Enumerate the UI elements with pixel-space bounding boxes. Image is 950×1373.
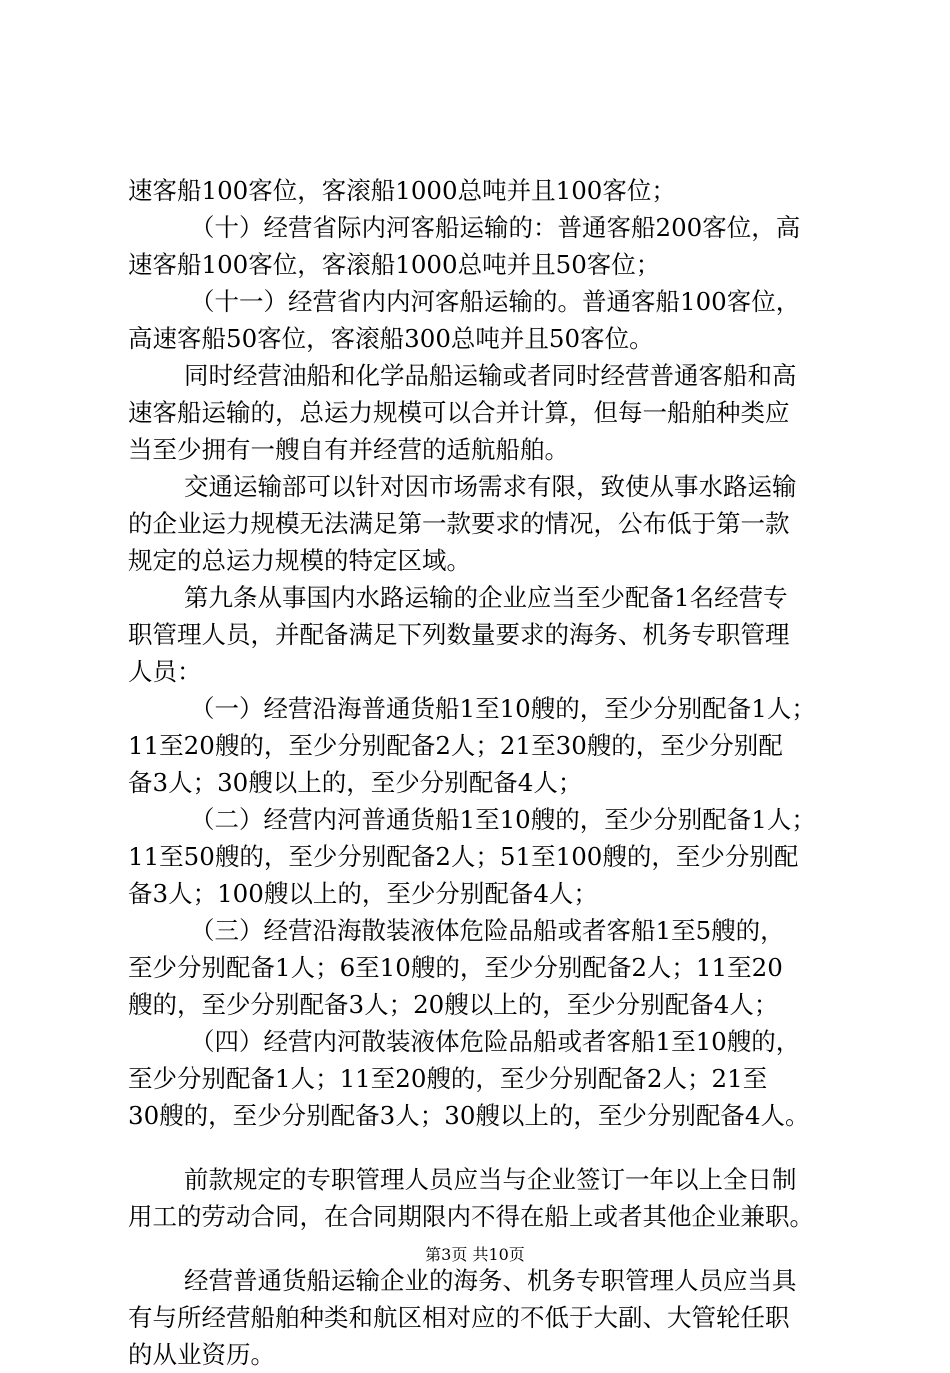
- text-line: 备3人；100艘以上的，至少分别配备4人；: [128, 879, 598, 908]
- text-line: 用工的劳动合同，在合同期限内不得在船上或者其他企业兼职。: [128, 1202, 814, 1231]
- text-line: 的企业运力规模无法满足第一款要求的情况，公布低于第一款: [128, 509, 790, 538]
- text-line: 的从业资历。: [128, 1340, 275, 1369]
- text-line: 至少分别配备1人；11至20艘的，至少分别配备2人；21至: [128, 1064, 768, 1093]
- text-line: 艘的，至少分别配备3人；20艘以上的，至少分别配备4人；: [128, 990, 779, 1019]
- text-line: 规定的总运力规模的特定区域。: [128, 546, 471, 575]
- text-line: 经营普通货船运输企业的海务、机务专职管理人员应当具: [184, 1266, 797, 1295]
- text-line: （二）经营内河普通货船1至10艘的，至少分别配备1人；: [190, 805, 816, 834]
- text-line: 备3人；30艘以上的，至少分别配备4人；: [128, 768, 583, 797]
- text-line: 交通运输部可以针对因市场需求有限，致使从事水路运输: [184, 472, 797, 501]
- text-line: （三）经营沿海散装液体危险品船或者客船1至5艘的，: [190, 916, 785, 945]
- text-line: 同时经营油船和化学品船运输或者同时经营普通客船和高: [184, 361, 797, 390]
- text-line: （四）经营内河散装液体危险品船或者客船1至10艘的，: [190, 1027, 801, 1056]
- text-line: 速客船运输的，总运力规模可以合并计算，但每一船舶种类应: [128, 398, 790, 427]
- text-line: 职管理人员，并配备满足下列数量要求的海务、机务专职管理: [128, 620, 790, 649]
- text-line: 速客船100客位，客滚船1000总吨并且50客位；: [128, 250, 661, 279]
- text-line: 前款规定的专职管理人员应当与企业签订一年以上全日制: [184, 1165, 797, 1194]
- text-line: 11至20艘的，至少分别配备2人；21至30艘的，至少分别配: [128, 731, 783, 760]
- page-footer: 第3页 共10页: [425, 1245, 525, 1264]
- text-line: （十一）经营省内内河客船运输的。普通客船100客位，: [190, 287, 801, 316]
- text-line: （一）经营沿海普通货船1至10艘的，至少分别配备1人；: [190, 694, 816, 723]
- text-line: 有与所经营船舶种类和航区相对应的不低于大副、大管轮任职: [128, 1303, 790, 1332]
- text-line: 第九条从事国内水路运输的企业应当至少配备1名经营专: [184, 583, 788, 612]
- text-line: 人员：: [128, 657, 202, 686]
- text-line: 速客船100客位，客滚船1000总吨并且100客位；: [128, 176, 676, 205]
- paragraph-gap: [128, 1134, 840, 1161]
- text-line: （十）经营省际内河客船运输的：普通客船200客位，高: [190, 213, 801, 242]
- text-line: 30艘的，至少分别配备3人；30艘以上的，至少分别配备4人。: [128, 1101, 810, 1130]
- document-body: [128, 172, 840, 1373]
- text-line: 高速客船50客位，客滚船300总吨并且50客位。: [128, 324, 654, 353]
- text-line: 11至50艘的，至少分别配备2人；51至100艘的，至少分别配: [128, 842, 799, 871]
- text-line: 当至少拥有一艘自有并经营的适航船舶。: [128, 435, 569, 464]
- text-line: 至少分别配备1人；6至10艘的，至少分别配备2人；11至20: [128, 953, 783, 982]
